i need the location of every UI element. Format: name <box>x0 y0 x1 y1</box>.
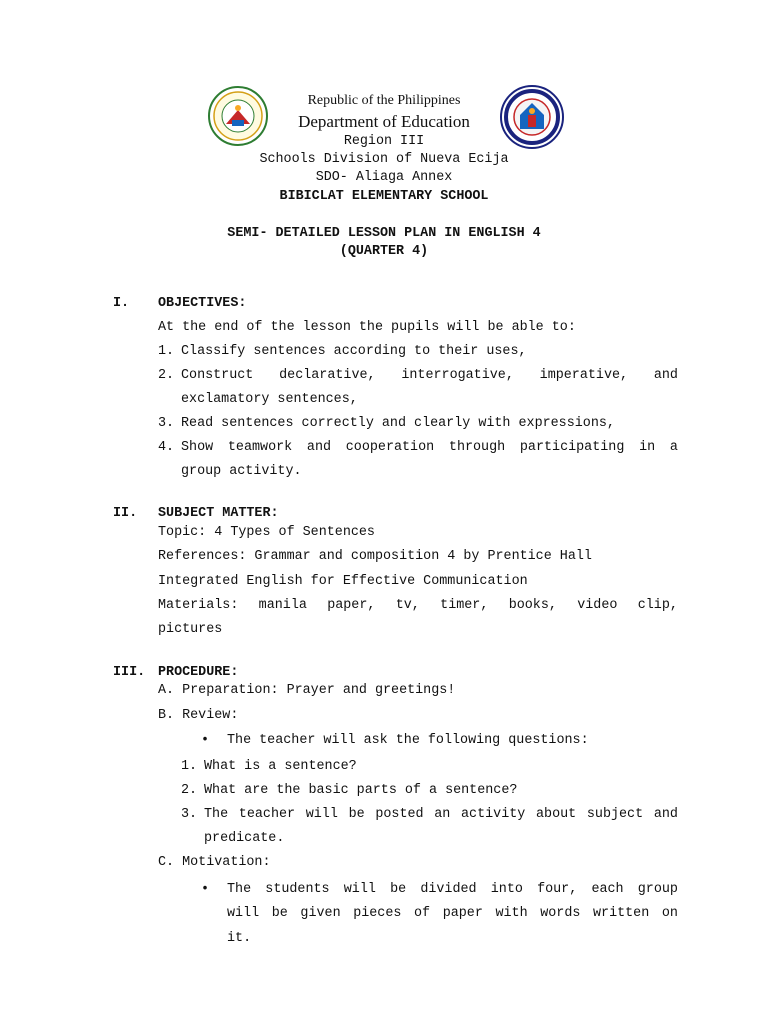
word: books, <box>508 598 557 613</box>
question-number: 1. <box>181 759 198 774</box>
references-line: References: Grammar and composition 4 by Prentice Hall <box>158 549 592 564</box>
lesson-plan-title: SEMI- DETAILED LESSON PLAN IN ENGLISH 4 <box>227 226 541 241</box>
question-continuation: predicate. <box>204 831 285 846</box>
word: timer, <box>440 598 489 613</box>
question-text: What are the basic parts of a sentence? <box>204 783 518 798</box>
word: be <box>271 906 288 921</box>
objective-number: 1. <box>158 344 175 359</box>
word: The <box>204 807 229 822</box>
review-line: B. Review: <box>158 708 239 723</box>
motivation-continuation: it. <box>227 931 252 946</box>
word: will <box>343 882 376 897</box>
objectives-heading: OBJECTIVES: <box>158 296 247 311</box>
objective-item-continuation: exclamatory sentences, <box>181 392 358 407</box>
quarter-label: (QUARTER 4) <box>339 244 429 259</box>
word: cooperation <box>345 440 435 455</box>
word: four, <box>537 882 578 897</box>
region-line: Region III <box>343 134 425 149</box>
section-numeral-objectives: I. <box>113 296 130 311</box>
question-text: What is a sentence? <box>204 759 357 774</box>
sdo-line: SDO- Aliaga Annex <box>315 170 453 185</box>
word: on <box>661 906 678 921</box>
word: divided <box>420 882 477 897</box>
question-number: 3. <box>181 807 198 822</box>
republic-heading: Republic of the Philippines <box>307 93 461 108</box>
word: each <box>591 882 624 897</box>
word: group <box>637 882 678 897</box>
division-line: Schools Division of Nueva Ecija <box>259 152 509 167</box>
word: manila <box>258 598 307 613</box>
word: Materials: <box>158 598 239 613</box>
word: in <box>639 440 656 455</box>
word: words <box>540 906 581 921</box>
question-text <box>204 807 678 822</box>
word: about <box>536 807 577 822</box>
word: The <box>227 882 252 897</box>
word: be <box>348 807 365 822</box>
materials-line <box>158 598 678 613</box>
word: will <box>305 807 338 822</box>
bullet-icon: • <box>201 882 210 897</box>
word: and <box>306 440 332 455</box>
word: of <box>414 906 431 921</box>
subject-matter-heading: SUBJECT MATTER: <box>158 506 279 521</box>
word: through <box>448 440 506 455</box>
word: teamwork <box>227 440 293 455</box>
preparation-line: A. Preparation: Prayer and greetings! <box>158 683 456 698</box>
motivation-bullet-text <box>227 882 678 897</box>
word: a <box>669 440 678 455</box>
word: will <box>227 906 260 921</box>
review-bullet-text: The teacher will ask the following questions: <box>227 733 589 748</box>
word: clip, <box>637 598 678 613</box>
word: with <box>495 906 528 921</box>
word: students <box>265 882 330 897</box>
objectives-intro: At the end of the lesson the pupils will be able to: <box>158 320 576 335</box>
word: into <box>490 882 523 897</box>
word: Construct <box>181 368 254 383</box>
objective-item <box>181 368 678 383</box>
bullet-icon: • <box>201 733 210 748</box>
objective-item-continuation: group activity. <box>181 464 302 479</box>
materials-continuation: pictures <box>158 622 223 637</box>
objective-item: Classify sentences according to their uses, <box>181 344 527 359</box>
objective-number: 3. <box>158 416 175 431</box>
motivation-line: C. Motivation: <box>158 855 271 870</box>
word: written <box>593 906 650 921</box>
word: paper <box>442 906 483 921</box>
department-heading: Department of Education <box>298 112 470 131</box>
topic-line: Topic: 4 Types of Sentences <box>158 525 375 540</box>
objective-item <box>181 440 678 455</box>
objective-number: 4. <box>158 440 175 455</box>
school-name: BIBICLAT ELEMENTARY SCHOOL <box>279 189 489 204</box>
word: teacher <box>238 807 296 822</box>
word: and <box>653 368 678 383</box>
integrated-line: Integrated English for Effective Communication <box>158 574 528 589</box>
word: pieces <box>353 906 402 921</box>
objective-item: Read sentences correctly and clearly with expressions, <box>181 416 615 431</box>
word: tv, <box>395 598 420 613</box>
motivation-bullet-text <box>227 906 678 921</box>
word: declarative, <box>279 368 376 383</box>
question-number: 2. <box>181 783 198 798</box>
word: participating <box>519 440 625 455</box>
word: Show <box>181 440 214 455</box>
word: and <box>653 807 678 822</box>
section-numeral-procedure: III. <box>113 665 146 680</box>
objective-number: 2. <box>158 368 175 383</box>
word: an <box>434 807 451 822</box>
word: imperative, <box>539 368 629 383</box>
word: paper, <box>327 598 376 613</box>
word: given <box>300 906 341 921</box>
word: posted <box>375 807 424 822</box>
word: be <box>390 882 407 897</box>
procedure-heading: PROCEDURE: <box>158 665 239 680</box>
word: interrogative, <box>401 368 514 383</box>
word: activity <box>461 807 526 822</box>
word: video <box>577 598 618 613</box>
section-numeral-subject: II. <box>113 506 138 521</box>
word: subject <box>586 807 644 822</box>
